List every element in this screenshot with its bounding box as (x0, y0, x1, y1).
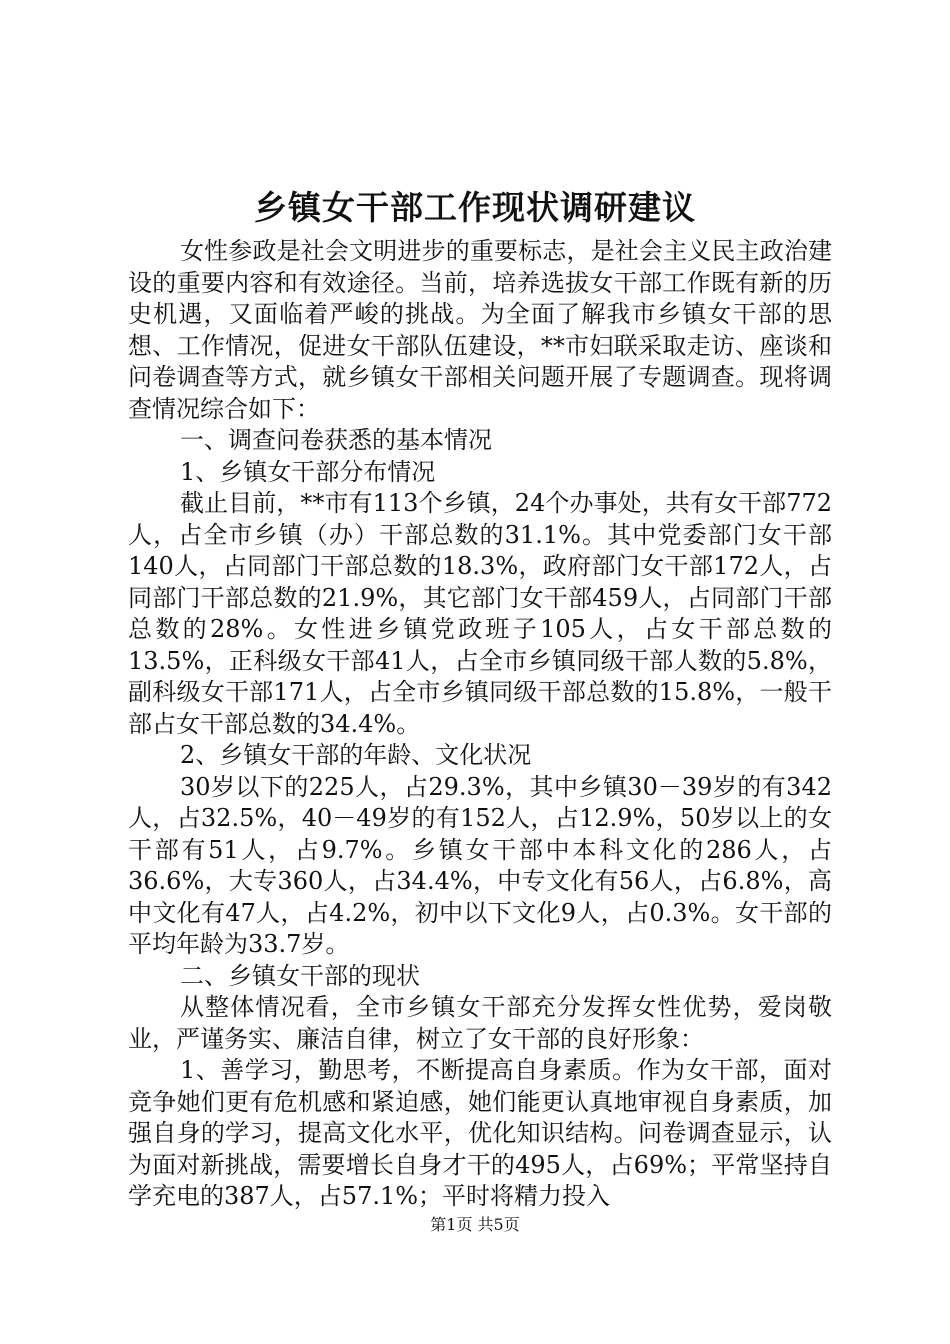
subsection-heading-1-2: 2、乡镇女干部的年龄、文化状况 (180, 741, 532, 769)
distribution-paragraph: 截止目前，**市有113个乡镇，24个办事处，共有女干部772人，占全市乡镇（办）干部总数的31.1%。其中党委部门女干部140人，占同部门干部总数的18.3%，政府部门女干部172人，占同部门干部总数的21.9%，其它部门女干部459人，占同部门干部总数的28%。女性进乡镇党政班子105人，占女干部总数的13.5%，正科级女干部41人，占全市乡镇同级干部人数的5.8%，副科级女干部171人，占全市乡镇同级干部总数的15.8%，一般干部占女干部总数的34.4%。 (128, 489, 832, 738)
subsection-heading-1-1: 1、乡镇女干部分布情况 (180, 457, 436, 486)
intro-paragraph: 女性参政是社会文明进步的重要标志，是社会主义民主政治建设的重要内容和有效途径。当前，培养选拔女干部工作既有新的历史机遇，又面临着严峻的挑战。为全面了解我市乡镇女干部的思想、工作情况，促进女干部队伍建设，**市妇联采取走访、座谈和问卷调查等方式，就乡镇女干部相关问题开展了专题调查。现将调查情况综合如下： (128, 237, 832, 423)
learning-paragraph: 1、善学习，勤思考，不断提高自身素质。作为女干部，面对竞争她们更有危机感和紧迫感，她们能更认真地审视自身素质，加强自身的学习，提高文化水平，优化知识结构。问卷调查显示，认为面对新挑战，需要增长自身才干的495人，占69%；平常坚持自学充电的387人，占57.1%；平时将精力投入 (128, 1056, 832, 1210)
section-heading-2: 二、乡镇女干部的现状 (180, 961, 420, 990)
document-body (128, 236, 832, 1213)
document-title: 乡镇女干部工作现状调研建议 (254, 188, 696, 227)
overview-paragraph: 从整体情况看，全市乡镇女干部充分发挥女性优势，爱岗敬业，严谨务实、廉洁自律，树立了女干部的良好形象： (128, 993, 832, 1053)
age-education-paragraph: 30岁以下的225人，占29.3%，其中乡镇30－39岁的有342人，占32.5%，40－49岁的有152人，占12.9%，50岁以上的女干部有51人，占9.7%。乡镇女干部中本科文化的286人，占36.6%，大专360人，占34.4%，中专文化有56人，占6.8%，高中文化有47人，占4.2%，初中以下文化9人，占0.3%。女干部的平均年龄为33.7岁。 (128, 772, 832, 958)
section-heading-1: 一、调查问卷获悉的基本情况 (180, 426, 492, 454)
page-number-footer: 第1页 共5页 (430, 1215, 520, 1234)
